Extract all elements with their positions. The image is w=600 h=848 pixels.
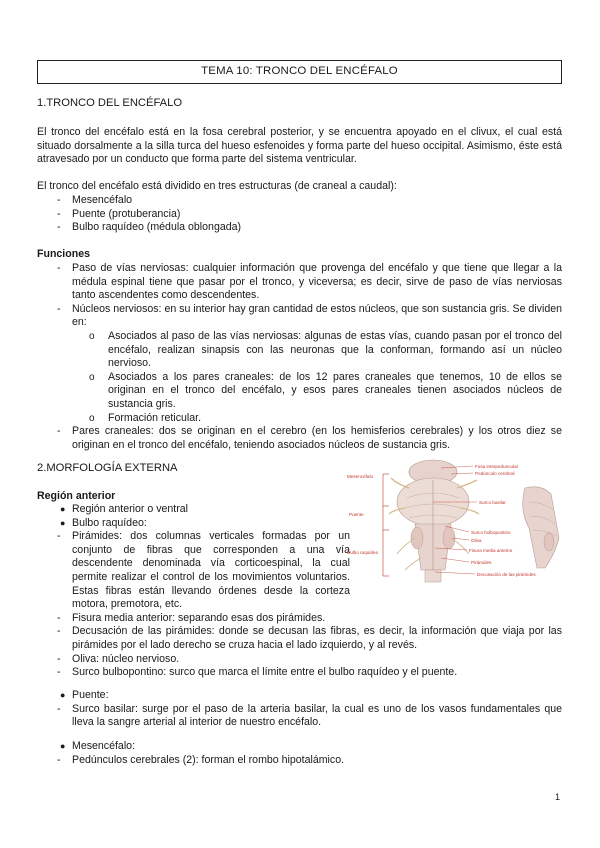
list-item: - Pedúnculos cerebrales (2): forman el rombo hipotalámico. (57, 753, 345, 766)
fig-label-mesencefalo: Mesencéfalo (347, 474, 374, 479)
list-item: - Pares craneales: dos se originan en el cerebro (en los hemisferios cerebrales) y los otros diez se originan en el tronco del encéfalo, teniendo asociados núcleos de sustancia gris. (57, 425, 562, 451)
fig-label-oliva: Oliva (471, 538, 482, 543)
list-item: ● Bulbo raquídeo: (60, 516, 147, 529)
fig-label-surco-bulbopontino: Surco bulbopontino (471, 530, 511, 535)
list-item: ● Región anterior o ventral (60, 503, 189, 515)
puente-list (0, 689, 600, 730)
page-number: 1 (555, 792, 561, 802)
list-item: - Mesencéfalo (57, 194, 133, 206)
list-item: ● Puente: (60, 689, 109, 701)
fig-label-surco-basilar: Surco basilar (479, 500, 506, 505)
fig-label-fisura: Fisura media anterior (469, 548, 513, 553)
fig-label-decusacion: Decusación de las pirámides (477, 572, 536, 577)
list-item: - Paso de vías nerviosas: cualquier información que provenga del encéfalo y que tiene que llegar a la médula espinal tiene que pasar por el tronco, y viceversa; es decir, sirve de paso de vías nerviosas tanto ascendentes como descendentes. (57, 262, 562, 302)
list-item: - Oliva: núcleo nervioso. (57, 652, 180, 665)
list-item: - Bulbo raquídeo (médula oblongada) (57, 221, 242, 234)
list-item: - Surco basilar: surge por el paso de la arteria basilar, la cual es uno de los vasos fundamentales que lleva la sangre arterial al interior de nuestro encéfalo. (57, 702, 562, 729)
section1-heading: 1.TRONCO DEL ENCÉFALO (37, 97, 183, 109)
fig-label-puente: Puente (349, 512, 364, 517)
brainstem-figure (345, 458, 567, 586)
section2-heading: 2.MORFOLOGÍA EXTERNA (37, 462, 178, 474)
list-item: ● Mesencéfalo: (60, 740, 136, 752)
list-item: - Fisura media anterior: separando esas dos pirámides. (57, 611, 326, 624)
list-item: - Pirámides: dos columnas verticales formadas por un conjunto de fibras que corresponden a una vía descendente denominada vía corticoespinal, la cual permite realizar el control de los movimientos voluntarios. Estas fibras están llevando órdenes desde la corteza motora, premotora, etc. (57, 530, 350, 611)
brainstem-lateral-illustration (523, 487, 559, 568)
list-item: - Puente (protuberancia) (57, 207, 181, 220)
list-item: - Surco bulbopontino: surco que marca el límite entre el bulbo raquídeo y el puente. (57, 666, 458, 679)
list-item: - Núcleos nerviosos: en su interior hay gran cantidad de estos núcleos, que son sustancia gris. Se dividen en: (57, 302, 562, 329)
title-box (37, 60, 562, 84)
list-item: o Asociados al paso de las vías nerviosas: algunas de estas vías, cuando pasan por el tronco del encéfalo, realizan sinapsis con las neuronas que la conforman, formando así un núcleo nervioso. (89, 329, 562, 370)
region-heading: Región anterior (37, 490, 116, 502)
page-title: TEMA 10: TRONCO DEL ENCÉFALO (201, 65, 398, 78)
list-item: o Asociados a los pares craneales: de los 12 pares craneales que tenemos, 10 de ellos se originan en el tronco del encéfalo, y esos pares craneales tienen asociados núcleos de sustancia gris. (89, 370, 562, 410)
structures-list (0, 194, 600, 235)
brainstem-illustration (389, 460, 479, 582)
list-item: - Decusación de las pirámides: donde se decusan las fibras, es decir, la información que viaja por las pirámides por el lado derecho se cruza hacia el lado izquierdo, y al revés. (57, 625, 562, 651)
fig-label-piramides: Pirámides (471, 560, 492, 565)
list-item: o Formación reticular. (89, 411, 202, 424)
section1-para1: El tronco del encéfalo está en la fosa cerebral posterior, y se encuentra apoyado en el clivux, el cual está situado dorsalmente a la silla turca del hueso esfenoides y forma parte del hueso occipital. Asimismo, éste está atravesado por un conducto que forma parte del sistema ventricular. (37, 126, 562, 166)
fig-label-bulbo: Bulbo raquídeo (347, 550, 379, 555)
fig-label-fosa: Fosa interpeduncular (475, 464, 519, 469)
fig-label-peduncle: Pedúnculo cerebral (475, 471, 515, 476)
funciones-list (0, 262, 600, 452)
mesencefalo-list (0, 740, 600, 767)
funciones-heading: Funciones (37, 248, 90, 260)
section1-para2: El tronco del encéfalo está dividido en tres estructuras (de craneal a caudal): (37, 180, 397, 192)
